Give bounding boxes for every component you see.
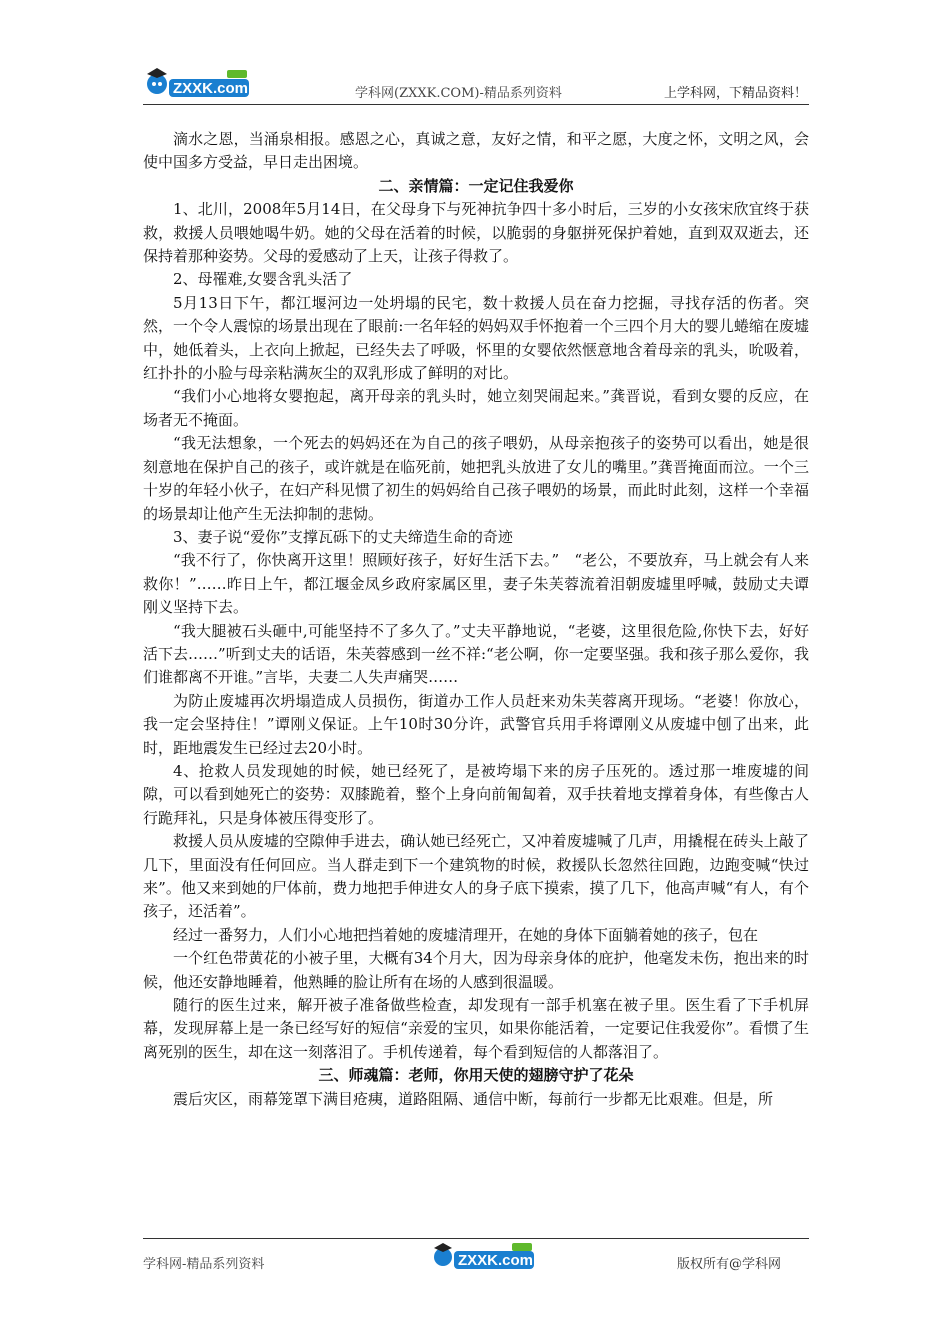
footer-zxxk-logo <box>429 1239 539 1273</box>
paragraph: 救援人员从废墟的空隙伸手进去，确认她已经死亡，又冲着废墟喊了几声，用撬棍在砖头上敲了几下，里面没有任何回应。当人群走到下一个建筑物的时候，救援队长忽然往回跑，边跑变喊“快过来”。他又来到她的尸体前，费力地把手伸进女人的身子底下摸索，摸了几下，他高声喊“有人，有个孩子，还活着”。 <box>143 832 809 921</box>
page-footer <box>143 1238 809 1279</box>
paragraph: “我不行了，你快离开这里！照顾好孩子，好好生活下去。” “老公，不要放弃，马上就会有人来救你！”……昨日上午，都江堰金凤乡政府家属区里，妻子朱芙蓉流着泪朝废墟里呼喊，鼓励丈夫谭刚义坚持下去。 <box>143 551 809 617</box>
section-heading: 三、师魂篇：老师，你用天使的翅膀守护了花朵 <box>318 1066 634 1085</box>
paragraph: 3、妻子说“爱你”支撑瓦砾下的丈夫缔造生命的奇迹 <box>173 527 513 546</box>
footer-copyright: 版权所有@学科网 <box>676 1257 781 1272</box>
footer-left-text: 学科网-精品系列资料 <box>143 1257 265 1272</box>
zxxk-logo <box>143 62 253 102</box>
paragraph: 5月13日下午，都江堰河边一处坍塌的民宅，数十救援人员在奋力挖掘，寻找存活的伤者。突然，一个令人震惊的场景出现在了眼前:一名年轻的妈妈双手怀抱着一个三四个月大的婴儿蜷缩在废墟中，她低着头，上衣向上掀起，已经失去了呼吸，怀里的女婴依然惬意地含着母亲的乳头，吮吸着，红扑扑的小脸与母亲粘满灰尘的双乳形成了鲜明的对比。 <box>143 293 809 383</box>
paragraph: “我大腿被石头砸中,可能坚持不了多久了。”丈夫平静地说，“老婆，这里很危险,你快下去，好好活下去……”听到丈夫的话语，朱芙蓉感到一丝不祥:“老公啊，你一定要坚强。我和孩子那么爱你，我们谁都离不开谁。”言毕，夫妻二人失声痛哭…… <box>143 621 809 687</box>
page-header <box>143 62 809 105</box>
logo-text: ZXXK.com <box>173 80 249 97</box>
paragraph: 1、北川，2008年5月14日，在父母身下与死神抗争四十多小时后，三岁的小女孩宋欣宜终于获救，救援人员喂她喝牛奶。她的父母在活着的时候，以脆弱的身躯拼死保护着她，直到双双逝去，还保持着那种姿势。父母的爱感动了上天，让孩子得救了。 <box>143 200 809 266</box>
footer-logo-text: ZXXK.com <box>458 1252 534 1269</box>
paragraph: “我们小心地将女婴抱起，离开母亲的乳头时，她立刻哭闹起来。”龚晋说，看到女婴的反应，在场者无不掩面。 <box>143 387 809 429</box>
paragraph: 震后灾区，雨幕笼罩下满目疮痍，道路阻隔、通信中断，每前行一步都无比艰难。但是，所 <box>173 1089 774 1108</box>
paragraph: 滴水之恩，当涌泉相报。感恩之心，真诚之意，友好之情，和平之愿，大度之怀，文明之风，会使中国多方受益，早日走出困境。 <box>143 130 809 172</box>
section-heading: 二、亲情篇：一定记住我爱你 <box>378 176 574 195</box>
paragraph: 为防止废墟再次坍塌造成人员损伤，街道办工作人员赶来劝朱芙蓉离开现场。“老婆！你放心，我一定会坚持住！”谭刚义保证。上午10时30分许，武警官兵用手将谭刚义从废墟中刨了出来，此时，距地震发生已经过去20小时。 <box>143 691 809 757</box>
header-site-name: 学科网(ZXXK.COM)-精品系列资料 <box>355 86 562 101</box>
document-body <box>143 128 809 1111</box>
paragraph: 一个红色带黄花的小被子里，大概有34个月大，因为母亲身体的庇护，他毫发未伤，抱出来的时候，他还安静地睡着，他熟睡的脸让所有在场的人感到很温暖。 <box>143 949 809 991</box>
paragraph: 随行的医生过来，解开被子准备做些检查，却发现有一部手机塞在被子里。医生看了下手机屏幕，发现屏幕上是一条已经写好的短信“亲爱的宝贝，如果你能活着，一定要记住我爱你”。看惯了生离死别的医生，却在这一刻落泪了。手机传递着，每个看到短信的人都落泪了。 <box>143 996 809 1061</box>
paragraph: “我无法想象，一个死去的妈妈还在为自己的孩子喂奶，从母亲抱孩子的姿势可以看出，她是很刻意地在保护自己的孩子，或许就是在临死前，她把乳头放进了女儿的嘴里。”龚晋掩面而泣。一个三十岁的年轻小伙子，在妇产科见惯了初生的妈妈给自己孩子喂奶的场景，而此时此刻，这样一个幸福的场景却让他产生无法抑制的悲恸。 <box>143 434 809 523</box>
paragraph: 经过一番努力，人们小心地把挡着她的废墟清理开，在她的身体下面躺着她的孩子，包在 <box>173 925 759 944</box>
header-slogan: 上学科网，下精品资料！ <box>663 86 807 101</box>
paragraph: 2、母罹难,女婴含乳头活了 <box>173 270 353 289</box>
paragraph: 4、抢救人员发现她的时候，她已经死了，是被垮塌下来的房子压死的。透过那一堆废墟的间隙，可以看到她死亡的姿势：双膝跪着，整个上身向前匍匐着，双手扶着地支撑着身体，有些像古人行跪拜礼，只是身体被压得变形了。 <box>143 761 809 827</box>
